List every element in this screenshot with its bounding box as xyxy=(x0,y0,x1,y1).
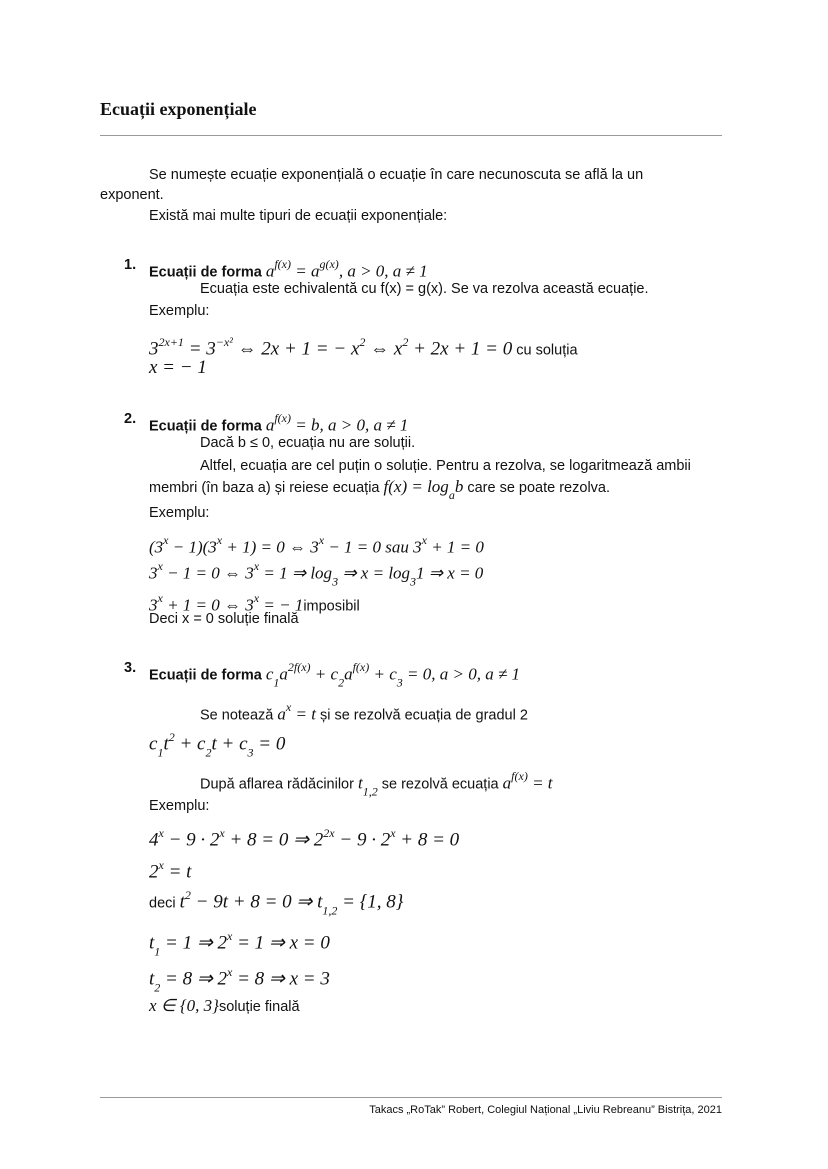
text-segment: exponent. xyxy=(100,187,164,203)
math-segment: (3 xyxy=(149,537,164,557)
superscript: 2x+1 xyxy=(158,335,184,349)
math-segment: = 1 ⇒ 2 xyxy=(160,932,228,954)
math-segment: + c xyxy=(310,664,339,684)
example-equation xyxy=(149,855,191,883)
text-segment: După aflarea rădăcinilor xyxy=(200,776,358,793)
superscript: x xyxy=(285,700,292,714)
math-segment: + 1) = 0 ⇔ 3 xyxy=(222,537,319,557)
math-segment: = 0 xyxy=(253,733,286,755)
superscript: f(x) xyxy=(274,257,291,271)
math-segment: a xyxy=(502,773,512,793)
superscript: x xyxy=(318,533,325,547)
math-segment: − 9 · 2 xyxy=(334,829,391,851)
math-segment: = 3 xyxy=(183,338,216,360)
math-segment: 3 xyxy=(149,595,158,615)
math-segment: t xyxy=(149,932,155,954)
example-conclusion xyxy=(149,996,300,1017)
superscript: x xyxy=(253,559,260,573)
math-segment: 3 xyxy=(149,338,159,360)
math-segment: = a xyxy=(291,261,320,281)
subscript: 3 xyxy=(247,745,254,760)
subscript: 2 xyxy=(338,675,345,690)
math-segment: c xyxy=(149,733,158,755)
math-segment: t xyxy=(163,733,169,755)
superscript: 2 xyxy=(402,335,409,349)
footer-divider xyxy=(100,1097,722,1098)
math-segment: − 1)(3 xyxy=(168,537,217,557)
superscript: x xyxy=(163,533,169,547)
subscript: 3 xyxy=(396,675,403,690)
subscript: 3 xyxy=(410,574,417,589)
math-segment: t xyxy=(179,891,185,913)
superscript: x xyxy=(216,533,223,547)
math-segment: − 9 · 2 xyxy=(163,829,220,851)
math-segment: ⇒ x = log xyxy=(338,563,411,583)
document-title: Ecuații exponențiale xyxy=(100,99,257,119)
explanation xyxy=(200,766,553,802)
superscript: 2 xyxy=(359,335,366,349)
superscript: f(x) xyxy=(511,769,528,783)
example-equation xyxy=(149,962,330,998)
math-segment: + c xyxy=(369,664,397,684)
superscript: 2 xyxy=(184,888,191,902)
math-segment: f(x) = log xyxy=(383,477,449,496)
superscript: x xyxy=(158,858,164,872)
math-segment: = t xyxy=(163,861,192,883)
example-equation xyxy=(149,556,483,592)
math-segment: t + c xyxy=(211,733,248,755)
math-segment: = 1 ⇒ x = 0 xyxy=(232,932,330,954)
math-segment: a xyxy=(279,664,288,684)
bold-text-segment: Ecuații de forma xyxy=(149,264,266,281)
math-segment: + 8 = 0 xyxy=(395,829,460,851)
math-segment: 4 xyxy=(149,829,159,851)
explanation xyxy=(200,279,649,299)
intro-types xyxy=(149,206,447,226)
math-segment: + 1 = 0 xyxy=(426,537,484,557)
subscript: 3 xyxy=(332,574,339,589)
math-segment: 1 ⇒ x = 0 xyxy=(416,563,484,583)
bold-text-segment: Ecuații de forma xyxy=(149,667,266,684)
intro-paragraph xyxy=(149,165,643,185)
math-segment: x ∈ {0, 3} xyxy=(149,996,219,1015)
text-segment: imposibil xyxy=(303,598,360,615)
text-segment: membri (în baza a) și reiese ecuația xyxy=(149,480,384,496)
math-segment: t xyxy=(357,773,363,793)
math-segment: 3 xyxy=(149,563,158,583)
text-segment: Dacă b ≤ 0, ecuația nu are soluții. xyxy=(200,435,416,451)
math-segment: + c xyxy=(174,733,206,755)
text-segment: și se rezolvă ecuația de gradul 2 xyxy=(315,707,528,724)
math-segment: a xyxy=(344,664,353,684)
superscript: −x² xyxy=(215,335,233,349)
example-solution xyxy=(149,358,207,379)
subscript: 1 xyxy=(157,745,164,760)
math-segment: = {1, 8} xyxy=(337,891,404,913)
example-label xyxy=(149,301,209,321)
subscript: a xyxy=(448,488,455,503)
example-label xyxy=(149,796,209,816)
math-segment: t xyxy=(149,968,155,990)
superscript: 2 xyxy=(168,730,175,744)
math-segment: c xyxy=(265,664,274,684)
example-equation xyxy=(149,530,484,558)
superscript: x xyxy=(253,591,260,605)
text-segment: Se numește ecuație exponențială o ecuație în care necunoscuta se află la un xyxy=(149,167,644,183)
superscript: x xyxy=(219,826,225,840)
example-label xyxy=(149,503,209,523)
section-heading xyxy=(149,657,520,693)
superscript: x xyxy=(227,965,233,979)
example-equation xyxy=(149,332,578,360)
intro-paragraph-cont xyxy=(100,185,164,205)
text-segment: Exemplu: xyxy=(149,303,210,319)
math-segment: a xyxy=(265,261,275,281)
text-segment: Deci x = 0 soluție finală xyxy=(149,611,299,627)
subscript: 2 xyxy=(205,745,212,760)
text-segment: deci xyxy=(149,895,180,912)
subscript: 1 xyxy=(273,675,280,690)
math-segment: + 2x + 1 = 0 xyxy=(408,338,513,360)
math-segment: = t xyxy=(291,704,316,724)
superscript: x xyxy=(390,826,396,840)
math-segment: − 1 = 0 ⇔ 3 xyxy=(162,563,254,583)
example-equation xyxy=(149,885,403,921)
subscript: 1 xyxy=(154,944,161,959)
text-segment: Altfel, ecuația are cel puțin o soluție. Pentru a rezolva, se logaritmează ambii xyxy=(200,458,691,474)
example-equation xyxy=(149,926,330,962)
explanation xyxy=(200,433,415,453)
subscript: 1,2 xyxy=(362,784,378,799)
math-segment: 2 xyxy=(149,861,159,883)
text-segment: soluție finală xyxy=(218,999,300,1015)
math-segment: = 8 ⇒ x = 3 xyxy=(232,968,330,990)
text-segment: Ecuația este echivalentă cu f(x) = g(x). Se va rezolva această ecuație. xyxy=(200,281,649,297)
explanation xyxy=(200,456,691,476)
math-segment: = t xyxy=(527,773,553,793)
section-number: 2. xyxy=(124,411,137,427)
text-segment: se rezolvă ecuația xyxy=(377,776,503,793)
superscript: g(x) xyxy=(319,257,339,271)
math-segment: , a > 0, a ≠ 1 xyxy=(338,261,428,281)
superscript: x xyxy=(157,559,163,573)
text-segment: cu soluția xyxy=(512,342,578,359)
math-segment: = 0, a > 0, a ≠ 1 xyxy=(402,664,521,684)
explanation xyxy=(200,697,528,725)
section-number: 1. xyxy=(124,257,137,273)
explanation xyxy=(149,477,610,505)
footer-credit: Takacs „RoTak” Robert, Colegiul Național „Liviu Rebreanu” Bistrița, 2021 xyxy=(369,1104,722,1116)
superscript: x xyxy=(157,591,163,605)
math-segment: b xyxy=(454,477,464,496)
math-segment: + 1 = 0 ⇔ 3 xyxy=(162,595,254,615)
math-segment: = − 1 xyxy=(259,595,304,615)
text-segment: care se poate rezolva. xyxy=(463,480,611,496)
math-segment: x = − 1 xyxy=(149,357,207,378)
superscript: f(x) xyxy=(352,660,370,674)
superscript: x xyxy=(421,533,427,547)
math-segment: ⇔ 2x + 1 = − x xyxy=(232,338,360,360)
math-segment: a xyxy=(265,415,275,435)
math-segment: a xyxy=(277,704,286,724)
math-segment: − 9t + 8 = 0 ⇒ t xyxy=(190,891,323,913)
example-equation xyxy=(149,823,459,851)
math-segment: + 8 = 0 ⇒ 2 xyxy=(224,829,324,851)
text-segment: Exemplu: xyxy=(149,798,210,814)
math-segment: ⇔ x xyxy=(365,338,403,360)
math-segment: = 8 ⇒ 2 xyxy=(160,968,228,990)
superscript: f(x) xyxy=(274,411,291,425)
math-segment: = 1 ⇒ log xyxy=(259,563,333,583)
title-divider xyxy=(100,135,722,136)
superscript: 2x xyxy=(323,826,335,840)
text-segment: Există mai multe tipuri de ecuații exponențiale: xyxy=(149,208,448,224)
subscript: 1,2 xyxy=(322,903,338,918)
superscript: x xyxy=(158,826,164,840)
subscript: 2 xyxy=(154,980,161,995)
superscript: 2f(x) xyxy=(287,660,311,674)
quadratic-equation xyxy=(149,727,285,763)
section-number: 3. xyxy=(124,660,137,676)
example-conclusion xyxy=(149,609,299,629)
bold-text-segment: Ecuații de forma xyxy=(149,418,266,435)
math-segment: = b, a > 0, a ≠ 1 xyxy=(291,415,409,435)
text-segment: Exemplu: xyxy=(149,505,210,521)
math-segment: − 1 = 0 sau 3 xyxy=(324,537,422,557)
superscript: x xyxy=(227,929,233,943)
text-segment: Se notează xyxy=(200,707,278,724)
